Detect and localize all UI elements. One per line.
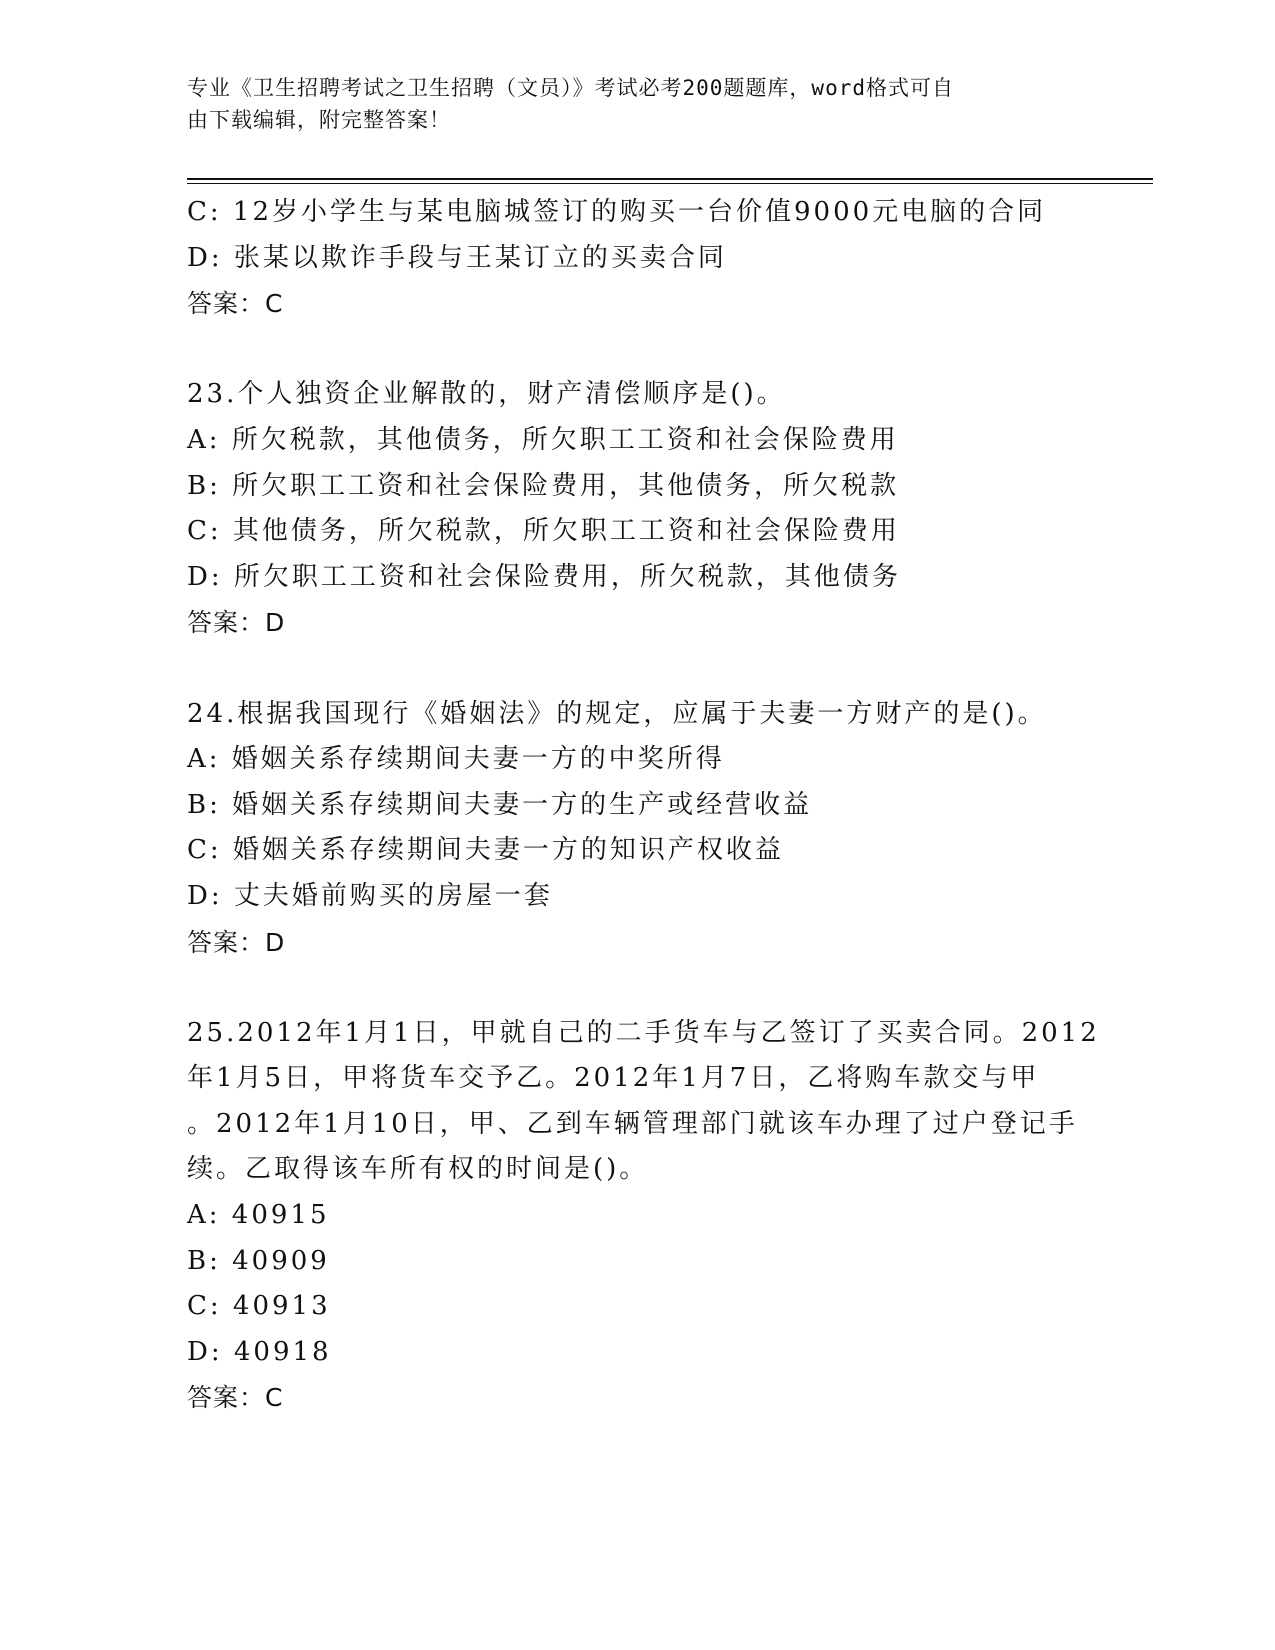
option-a: A: 所欠税款，其他债务，所欠职工工资和社会保险费用 [187, 424, 899, 455]
option-c: C: 40913 [187, 1291, 331, 1322]
answer-line: 答案：C [187, 289, 284, 319]
header-line-1: 专业《卫生招聘考试之卫生招聘（文员）》考试必考200题题库，word格式可自 [187, 76, 954, 100]
option-d: D: 40918 [187, 1336, 332, 1367]
question-25 [187, 1011, 1100, 1421]
option-c: C: 12岁小学生与某电脑城签订的购买一台价值9000元电脑的合同 [187, 197, 1047, 227]
spacer [187, 965, 1087, 1011]
option-b: B: 所欠职工工资和社会保险费用，其他债务，所欠税款 [187, 470, 900, 501]
spacer [187, 646, 1087, 692]
question-stem: 23.个人独资企业解散的，财产清偿顺序是()。 [187, 379, 786, 410]
spacer [187, 327, 1087, 373]
option-a: A: 40915 [187, 1200, 330, 1231]
question-stem-line-2: 年1月5日，甲将货车交予乙。2012年1月7日，乙将购车款交与甲 [187, 1063, 1040, 1094]
question-stem-line-1: 25.2012年1月1日，甲就自己的二手货车与乙签订了买卖合同。2012 [187, 1017, 1100, 1048]
question-stem: 24.根据我国现行《婚姻法》的规定，应属于夫妻一方财产的是()。 [187, 698, 1047, 729]
option-b: B: 婚姻关系存续期间夫妻一方的生产或经营收益 [187, 789, 813, 820]
document-body [187, 190, 1100, 1421]
answer-line: 答案：C [187, 1383, 284, 1413]
question-stem-line-4: 续。乙取得该车所有权的时间是()。 [187, 1154, 649, 1185]
header-divider-thin [187, 183, 1153, 184]
question-stem-line-3: 。2012年1月10日，甲、乙到车辆管理部门就该车办理了过户登记手 [187, 1108, 1078, 1139]
question-24 [187, 692, 1087, 966]
header-divider-thick [187, 178, 1153, 180]
answer-line: 答案：D [187, 608, 286, 638]
question-23 [187, 372, 1087, 646]
option-d: D: 张某以欺诈手段与王某订立的买卖合同 [187, 242, 727, 273]
question-22-continued [187, 190, 1087, 327]
header-line-2: 由下载编辑，附完整答案！ [187, 108, 451, 132]
answer-line: 答案：D [187, 927, 286, 957]
option-c: C: 婚姻关系存续期间夫妻一方的知识产权收益 [187, 835, 784, 866]
option-b: B: 40909 [187, 1245, 330, 1276]
option-c: C: 其他债务，所欠税款，所欠职工工资和社会保险费用 [187, 516, 900, 547]
option-d: D: 丈夫婚前购买的房屋一套 [187, 880, 553, 911]
option-a: A: 婚姻关系存续期间夫妻一方的中奖所得 [187, 744, 725, 775]
option-d: D: 所欠职工工资和社会保险费用，所欠税款，其他债务 [187, 561, 901, 592]
document-header [187, 72, 1087, 136]
